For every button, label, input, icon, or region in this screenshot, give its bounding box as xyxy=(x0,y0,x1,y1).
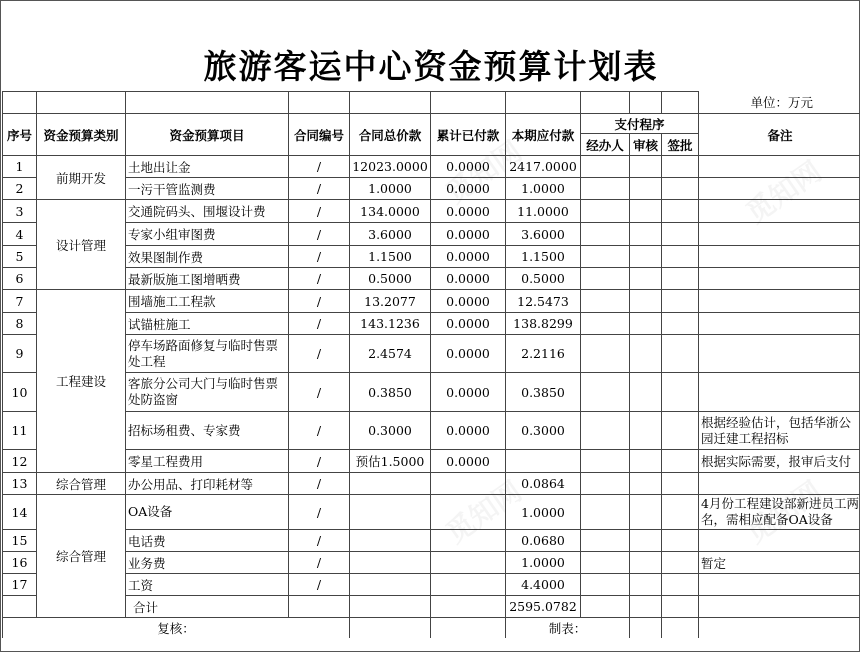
item-cell[interactable]: 试锚桩施工 xyxy=(126,313,289,335)
paid-total-cell[interactable] xyxy=(431,473,506,495)
contract-no-cell[interactable]: / xyxy=(289,473,350,495)
paid-total-cell[interactable]: 0.0000 xyxy=(431,313,506,335)
empty-cell[interactable] xyxy=(289,596,350,618)
review-cell[interactable] xyxy=(630,412,662,450)
handler-cell[interactable] xyxy=(581,530,630,552)
current-due-cell[interactable]: 138.8299 xyxy=(506,313,581,335)
paid-total-cell[interactable]: 0.0000 xyxy=(431,290,506,313)
paid-total-cell[interactable]: 0.0000 xyxy=(431,268,506,290)
remark-cell[interactable] xyxy=(699,223,860,246)
item-cell[interactable]: 一污干管监测费 xyxy=(126,178,289,200)
remark-cell[interactable] xyxy=(699,530,860,552)
paid-total-cell[interactable] xyxy=(431,552,506,574)
page-title: 旅游客运中心资金预算计划表 xyxy=(203,47,659,86)
approve-cell[interactable] xyxy=(662,268,699,290)
contract-no-cell[interactable]: / xyxy=(289,373,350,412)
paid-total-cell[interactable]: 0.0000 xyxy=(431,450,506,473)
paid-total-cell[interactable]: 0.0000 xyxy=(431,223,506,246)
contract-no-cell[interactable]: / xyxy=(289,552,350,574)
contract-total-cell[interactable]: 3.6000 xyxy=(350,223,431,246)
review-cell[interactable] xyxy=(630,246,662,268)
contract-total-cell[interactable]: 预估1.5000 xyxy=(350,450,431,473)
contract-total-cell[interactable]: 1.0000 xyxy=(350,178,431,200)
handler-cell[interactable] xyxy=(581,156,630,178)
header-handler: 经办人 xyxy=(581,134,630,156)
current-due-cell[interactable]: 3.6000 xyxy=(506,223,581,246)
header-current-due: 本期应付款 xyxy=(506,114,581,156)
remark-cell[interactable] xyxy=(699,246,860,268)
table-row xyxy=(3,574,860,596)
contract-total-cell[interactable]: 13.2077 xyxy=(350,290,431,313)
contract-no-cell[interactable]: / xyxy=(289,335,350,373)
header-seq: 序号 xyxy=(3,114,37,156)
contract-total-cell[interactable]: 0.5000 xyxy=(350,268,431,290)
contract-total-cell[interactable] xyxy=(350,552,431,574)
empty-cell[interactable] xyxy=(699,596,860,618)
review-cell[interactable] xyxy=(630,473,662,495)
paid-total-cell[interactable] xyxy=(431,574,506,596)
contract-no-cell[interactable]: / xyxy=(289,223,350,246)
contract-total-cell[interactable]: 0.3850 xyxy=(350,373,431,412)
item-cell[interactable]: 效果图制作费 xyxy=(126,246,289,268)
handler-cell[interactable] xyxy=(581,200,630,223)
remark-cell[interactable] xyxy=(699,335,860,373)
empty-cell xyxy=(350,618,431,638)
approve-cell[interactable] xyxy=(662,495,699,530)
table-row xyxy=(3,530,860,552)
remark-cell[interactable] xyxy=(699,290,860,313)
budget-table xyxy=(2,91,860,638)
paid-total-cell[interactable] xyxy=(431,530,506,552)
header-payment-process: 支付程序 xyxy=(581,114,699,134)
review-cell[interactable] xyxy=(630,223,662,246)
paid-total-cell[interactable]: 0.0000 xyxy=(431,200,506,223)
item-cell[interactable]: OA设备 xyxy=(126,495,289,530)
seq-cell[interactable]: 5 xyxy=(3,246,37,268)
review-cell[interactable] xyxy=(630,268,662,290)
category-cell[interactable]: 前期开发 xyxy=(37,156,126,200)
handler-cell[interactable] xyxy=(581,313,630,335)
approve-cell[interactable] xyxy=(662,574,699,596)
seq-cell[interactable]: 17 xyxy=(3,574,37,596)
item-cell[interactable]: 停车场路面修复与临时售票处工程 xyxy=(126,335,289,373)
item-cell[interactable]: 围墙施工工程款 xyxy=(126,290,289,313)
seq-cell[interactable]: 6 xyxy=(3,268,37,290)
empty-cell xyxy=(630,618,662,638)
header-approve: 签批 xyxy=(662,134,699,156)
seq-cell[interactable]: 7 xyxy=(3,290,37,313)
table-row xyxy=(3,246,860,268)
item-cell[interactable]: 招标场租费、专家费 xyxy=(126,412,289,450)
total-row xyxy=(3,596,860,618)
seq-cell[interactable]: 8 xyxy=(3,313,37,335)
table-row xyxy=(3,200,860,223)
remark-cell[interactable] xyxy=(699,574,860,596)
contract-total-cell[interactable]: 1.1500 xyxy=(350,246,431,268)
item-cell[interactable]: 业务费 xyxy=(126,552,289,574)
approve-cell[interactable] xyxy=(662,290,699,313)
approve-cell[interactable] xyxy=(662,223,699,246)
handler-cell[interactable] xyxy=(581,373,630,412)
review-cell[interactable] xyxy=(630,495,662,530)
seq-cell[interactable]: 4 xyxy=(3,223,37,246)
contract-no-cell[interactable]: / xyxy=(289,156,350,178)
handler-cell[interactable] xyxy=(581,412,630,450)
current-due-cell[interactable]: 0.3850 xyxy=(506,373,581,412)
item-cell[interactable]: 交通院码头、围堰设计费 xyxy=(126,200,289,223)
paid-total-cell[interactable]: 0.0000 xyxy=(431,246,506,268)
seq-cell[interactable]: 14 xyxy=(3,495,37,530)
category-cell[interactable]: 综合管理 xyxy=(37,473,126,495)
item-cell[interactable]: 零星工程费用 xyxy=(126,450,289,473)
empty-cell[interactable] xyxy=(431,596,506,618)
review-cell[interactable] xyxy=(630,450,662,473)
table-row xyxy=(3,223,860,246)
paid-total-cell[interactable]: 0.0000 xyxy=(431,335,506,373)
empty-cell xyxy=(431,618,506,638)
contract-no-cell[interactable]: / xyxy=(289,200,350,223)
signature-row xyxy=(3,618,860,638)
paid-total-cell[interactable]: 0.0000 xyxy=(431,178,506,200)
remark-cell[interactable]: 根据实际需要，报审后支付 xyxy=(699,450,860,473)
remark-cell[interactable]: 根据经验估计，包括华浙公园迁建工程招标 xyxy=(699,412,860,450)
contract-no-cell[interactable]: / xyxy=(289,574,350,596)
approve-cell[interactable] xyxy=(662,473,699,495)
contract-total-cell[interactable]: 143.1236 xyxy=(350,313,431,335)
empty-cell[interactable] xyxy=(581,596,630,618)
approve-cell[interactable] xyxy=(662,200,699,223)
paid-total-cell[interactable]: 0.0000 xyxy=(431,373,506,412)
remark-cell[interactable] xyxy=(699,313,860,335)
review-cell[interactable] xyxy=(630,156,662,178)
remark-cell[interactable] xyxy=(699,156,860,178)
total-label: 合计 xyxy=(3,596,289,618)
paid-total-cell[interactable] xyxy=(431,495,506,530)
current-due-cell[interactable]: 12.5473 xyxy=(506,290,581,313)
paid-total-cell[interactable]: 0.0000 xyxy=(431,156,506,178)
current-due-cell[interactable]: 1.0000 xyxy=(506,552,581,574)
contract-total-cell[interactable] xyxy=(350,574,431,596)
handler-cell[interactable] xyxy=(581,495,630,530)
approve-cell[interactable] xyxy=(662,156,699,178)
table-row xyxy=(3,156,860,178)
remark-cell[interactable] xyxy=(699,268,860,290)
current-due-cell[interactable]: 0.3000 xyxy=(506,412,581,450)
seq-cell[interactable]: 9 xyxy=(3,335,37,373)
header-contract-no: 合同编号 xyxy=(289,114,350,156)
preparer-label: 制表： xyxy=(506,618,630,638)
contract-no-cell[interactable]: / xyxy=(289,290,350,313)
current-due-cell[interactable]: 1.0000 xyxy=(506,178,581,200)
table-row xyxy=(3,450,860,473)
handler-cell[interactable] xyxy=(581,450,630,473)
approve-cell[interactable] xyxy=(662,373,699,412)
seq-cell[interactable]: 13 xyxy=(3,473,37,495)
item-cell[interactable]: 办公用品、打印耗材等 xyxy=(126,473,289,495)
approve-cell[interactable] xyxy=(662,412,699,450)
approve-cell[interactable] xyxy=(662,335,699,373)
handler-cell[interactable] xyxy=(581,223,630,246)
table-row xyxy=(3,178,860,200)
handler-cell[interactable] xyxy=(581,178,630,200)
header-remark: 备注 xyxy=(699,114,860,156)
item-cell[interactable]: 工资 xyxy=(126,574,289,596)
contract-total-cell[interactable]: 134.0000 xyxy=(350,200,431,223)
empty-cell[interactable] xyxy=(662,596,699,618)
contract-no-cell[interactable]: / xyxy=(289,412,350,450)
category-cell[interactable]: 综合管理 xyxy=(37,495,126,618)
approve-cell[interactable] xyxy=(662,313,699,335)
header-item: 资金预算项目 xyxy=(126,114,289,156)
contract-no-cell[interactable]: / xyxy=(289,313,350,335)
current-due-cell[interactable]: 1.1500 xyxy=(506,246,581,268)
current-due-cell[interactable]: 4.4000 xyxy=(506,574,581,596)
remark-cell[interactable] xyxy=(699,373,860,412)
review-cell[interactable] xyxy=(630,530,662,552)
contract-no-cell[interactable]: / xyxy=(289,178,350,200)
paid-total-cell[interactable]: 0.0000 xyxy=(431,412,506,450)
review-cell[interactable] xyxy=(630,290,662,313)
seq-cell[interactable]: 10 xyxy=(3,373,37,412)
contract-no-cell[interactable]: / xyxy=(289,530,350,552)
seq-cell[interactable]: 1 xyxy=(3,156,37,178)
handler-cell[interactable] xyxy=(581,473,630,495)
seq-cell[interactable]: 11 xyxy=(3,412,37,450)
contract-no-cell[interactable]: / xyxy=(289,246,350,268)
handler-cell[interactable] xyxy=(581,574,630,596)
handler-cell[interactable] xyxy=(581,335,630,373)
contract-total-cell[interactable]: 12023.0000 xyxy=(350,156,431,178)
remark-cell[interactable]: 4月份工程建设部新进员工两名，需相应配备OA设备 xyxy=(699,495,860,530)
item-cell[interactable]: 电话费 xyxy=(126,530,289,552)
approve-cell[interactable] xyxy=(662,246,699,268)
seq-cell[interactable]: 16 xyxy=(3,552,37,574)
table-row xyxy=(3,268,860,290)
empty-cell xyxy=(662,618,699,638)
remark-cell[interactable]: 暂定 xyxy=(699,552,860,574)
review-cell[interactable] xyxy=(630,373,662,412)
current-due-cell[interactable]: 2417.0000 xyxy=(506,156,581,178)
handler-cell[interactable] xyxy=(581,552,630,574)
contract-total-cell[interactable] xyxy=(350,495,431,530)
approve-cell[interactable] xyxy=(662,178,699,200)
review-cell[interactable] xyxy=(630,552,662,574)
approve-cell[interactable] xyxy=(662,450,699,473)
header-review: 审核 xyxy=(630,134,662,156)
review-cell[interactable] xyxy=(630,335,662,373)
table-row xyxy=(3,290,860,313)
current-due-cell[interactable] xyxy=(506,450,581,473)
current-due-cell[interactable]: 0.0680 xyxy=(506,530,581,552)
category-cell[interactable]: 工程建设 xyxy=(37,290,126,473)
handler-cell[interactable] xyxy=(581,246,630,268)
review-label: 复核： xyxy=(3,618,350,638)
empty-cell[interactable] xyxy=(630,596,662,618)
header-row-1 xyxy=(3,114,860,134)
table-row xyxy=(3,552,860,574)
total-value[interactable]: 2595.0782 xyxy=(506,596,581,618)
table-row xyxy=(3,373,860,412)
header-paid-total: 累计已付款 xyxy=(431,114,506,156)
header-category: 资金预算类别 xyxy=(37,114,126,156)
current-due-cell[interactable]: 0.0864 xyxy=(506,473,581,495)
unit-row xyxy=(3,92,860,114)
handler-cell[interactable] xyxy=(581,268,630,290)
table-row xyxy=(3,495,860,530)
current-due-cell[interactable]: 0.5000 xyxy=(506,268,581,290)
table-row xyxy=(3,473,860,495)
item-cell[interactable]: 土地出让金 xyxy=(126,156,289,178)
review-cell[interactable] xyxy=(630,200,662,223)
contract-no-cell[interactable]: / xyxy=(289,495,350,530)
table-row xyxy=(3,335,860,373)
header-contract-total: 合同总价款 xyxy=(350,114,431,156)
review-cell[interactable] xyxy=(630,574,662,596)
unit-label: 单位：万元 xyxy=(699,92,860,114)
review-cell[interactable] xyxy=(630,313,662,335)
current-due-cell[interactable]: 2.2116 xyxy=(506,335,581,373)
remark-cell[interactable] xyxy=(699,178,860,200)
contract-total-cell[interactable] xyxy=(350,530,431,552)
item-cell[interactable]: 最新版施工图增晒费 xyxy=(126,268,289,290)
remark-cell[interactable] xyxy=(699,473,860,495)
review-cell[interactable] xyxy=(630,178,662,200)
contract-total-cell[interactable]: 2.4574 xyxy=(350,335,431,373)
handler-cell[interactable] xyxy=(581,290,630,313)
seq-cell[interactable]: 3 xyxy=(3,200,37,223)
empty-cell xyxy=(699,618,860,638)
contract-no-cell[interactable]: / xyxy=(289,450,350,473)
approve-cell[interactable] xyxy=(662,552,699,574)
seq-cell[interactable]: 2 xyxy=(3,178,37,200)
remark-cell[interactable] xyxy=(699,200,860,223)
item-cell[interactable]: 专家小组审图费 xyxy=(126,223,289,246)
item-cell[interactable]: 客旅分公司大门与临时售票处防盗窗 xyxy=(126,373,289,412)
table-row xyxy=(3,412,860,450)
current-due-cell[interactable]: 1.0000 xyxy=(506,495,581,530)
category-cell[interactable]: 设计管理 xyxy=(37,200,126,290)
empty-cell[interactable] xyxy=(350,596,431,618)
seq-cell[interactable]: 12 xyxy=(3,450,37,473)
contract-no-cell[interactable]: / xyxy=(289,268,350,290)
table-row xyxy=(3,313,860,335)
contract-total-cell[interactable]: 0.3000 xyxy=(350,412,431,450)
approve-cell[interactable] xyxy=(662,530,699,552)
seq-cell[interactable]: 15 xyxy=(3,530,37,552)
current-due-cell[interactable]: 11.0000 xyxy=(506,200,581,223)
contract-total-cell[interactable] xyxy=(350,473,431,495)
